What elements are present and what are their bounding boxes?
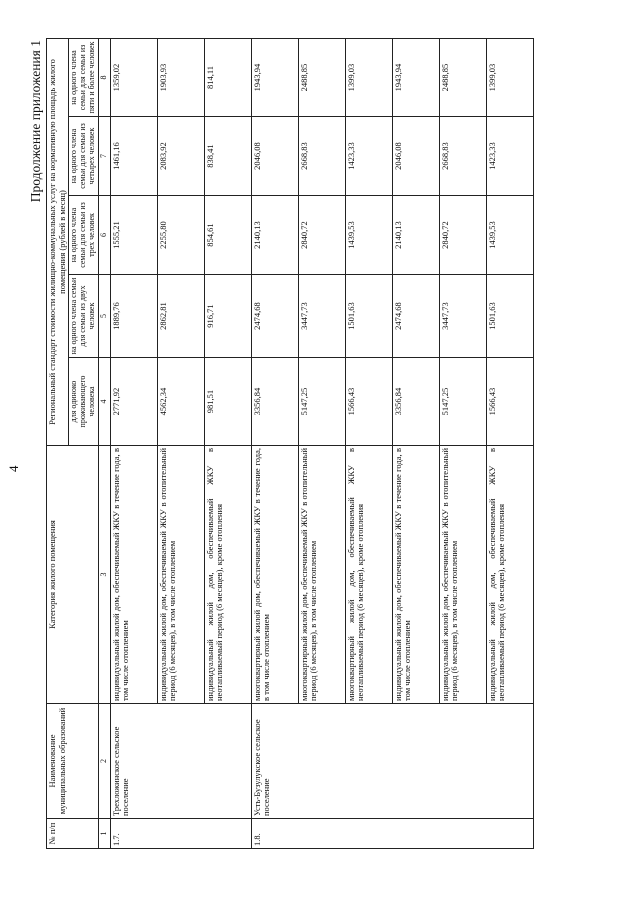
col-index-5: 5 (98, 275, 110, 358)
value-cell: 1889,76 (110, 275, 157, 358)
col-index-4: 4 (98, 358, 110, 446)
value-cell: 1943,94 (251, 38, 298, 116)
value-cell: 2668,83 (439, 117, 486, 196)
category-cell: индивидуальный жилой дом, обеспечиваемый ЖКУ в отопительный период (6 месяцев), в том числе отоплением (439, 446, 486, 704)
value-cell: 1461,16 (110, 117, 157, 196)
category-cell: индивидуальный жилой дом, обеспечиваемый ЖКУ в неотапливаемый период (6 месяцев), кроме отопления (486, 446, 533, 704)
col-index-3: 3 (98, 446, 110, 704)
value-cell: 2840,72 (298, 196, 345, 275)
value-cell: 1943,94 (392, 38, 439, 116)
header-sub-1: для одиноко проживающего человека (69, 358, 99, 446)
value-cell: 854,61 (204, 196, 251, 275)
col-index-6: 6 (98, 196, 110, 275)
header-no: № п/п (47, 819, 99, 849)
value-cell: 838,41 (204, 117, 251, 196)
value-cell: 2668,83 (298, 117, 345, 196)
category-cell: многоквартирный жилой дом, обеспечиваемый ЖКУ в течение года, в том числе отоплением (251, 446, 298, 704)
row-number: 1.8. (251, 819, 533, 849)
value-cell: 3447,73 (298, 275, 345, 358)
municipality-name: Усть-Бузулукское сельское поселение (251, 704, 533, 819)
value-cell: 1566,43 (486, 358, 533, 446)
value-cell: 5147,25 (439, 358, 486, 446)
value-cell: 2255,80 (157, 196, 204, 275)
value-cell: 2840,72 (439, 196, 486, 275)
category-cell: многоквартирный жилой дом, обеспечиваемый ЖКУ в неотапливаемый период (6 месяцев), кроме отопления (345, 446, 392, 704)
continuation-caption: Продолжение приложения 1 (28, 40, 43, 203)
value-cell: 2488,85 (439, 38, 486, 116)
value-cell: 2046,08 (251, 117, 298, 196)
table-row (251, 38, 298, 848)
standard-cost-table (46, 38, 534, 849)
value-cell: 2771,92 (110, 358, 157, 446)
value-cell: 1399,03 (345, 38, 392, 116)
category-cell: индивидуальный жилой дом, обеспечиваемый ЖКУ в течение года, в том числе отоплением (110, 446, 157, 704)
page-number: 4 (6, 465, 21, 472)
value-cell: 2474,68 (392, 275, 439, 358)
value-cell: 2862,81 (157, 275, 204, 358)
value-cell: 1439,53 (486, 196, 533, 275)
value-cell: 2488,85 (298, 38, 345, 116)
header-sub-2: на одного члена семьи для семьи из двух человек (69, 275, 99, 358)
value-cell: 1399,03 (486, 38, 533, 116)
header-standard: Региональный стандарт стоимости жилищно-коммунальных услуг на нормативную площадь жилого помещения (рублей в месяц) (47, 38, 69, 445)
value-cell: 1566,43 (345, 358, 392, 446)
header-row-1 (47, 38, 69, 848)
value-cell: 1501,63 (486, 275, 533, 358)
value-cell: 981,51 (204, 358, 251, 446)
value-cell: 916,71 (204, 275, 251, 358)
category-cell: индивидуальный жилой дом, обеспечиваемый ЖКУ в течение года, в том числе отоплением (392, 446, 439, 704)
value-cell: 1903,93 (157, 38, 204, 116)
row-number: 1.7. (110, 819, 251, 849)
header-sub-3: на одного члена семьи для семьи из трех человек (69, 196, 99, 275)
category-cell: индивидуальный жилой дом, обеспечиваемый ЖКУ в неотапливаемый период (6 месяцев), кроме отопления (204, 446, 251, 704)
header-municipality: Наименование муниципальных образований (47, 704, 99, 819)
value-cell: 3356,84 (251, 358, 298, 446)
value-cell: 1423,33 (486, 117, 533, 196)
value-cell: 1423,33 (345, 117, 392, 196)
column-index-row (98, 38, 110, 848)
col-index-7: 7 (98, 117, 110, 196)
category-cell: индивидуальный жилой дом, обеспечиваемый ЖКУ в отопительный период (6 месяцев), в том числе отоплением (157, 446, 204, 704)
header-sub-5: на одного члена семьи для семьи из пяти и более человек (69, 38, 99, 116)
value-cell: 5147,25 (298, 358, 345, 446)
col-index-1: 1 (98, 819, 110, 849)
value-cell: 2140,13 (251, 196, 298, 275)
category-cell: многоквартирный жилой дом, обеспечиваемый ЖКУ в отопительный период (6 месяцев), в том числе отоплением (298, 446, 345, 704)
table-row (110, 38, 157, 848)
value-cell: 3356,84 (392, 358, 439, 446)
value-cell: 4562,34 (157, 358, 204, 446)
col-index-2: 2 (98, 704, 110, 819)
value-cell: 2474,68 (251, 275, 298, 358)
municipality-name: Трехложинское сельское поселение (110, 704, 251, 819)
value-cell: 814,11 (204, 38, 251, 116)
header-category: Категория жилого помещения (47, 446, 99, 704)
value-cell: 1501,63 (345, 275, 392, 358)
value-cell: 2046,08 (392, 117, 439, 196)
value-cell: 1439,53 (345, 196, 392, 275)
col-index-8: 8 (98, 38, 110, 116)
value-cell: 1359,02 (110, 38, 157, 116)
value-cell: 2083,92 (157, 117, 204, 196)
value-cell: 1555,21 (110, 196, 157, 275)
value-cell: 3447,73 (439, 275, 486, 358)
header-sub-4: на одного члена семьи для семьи из четырех человек (69, 117, 99, 196)
value-cell: 2140,13 (392, 196, 439, 275)
